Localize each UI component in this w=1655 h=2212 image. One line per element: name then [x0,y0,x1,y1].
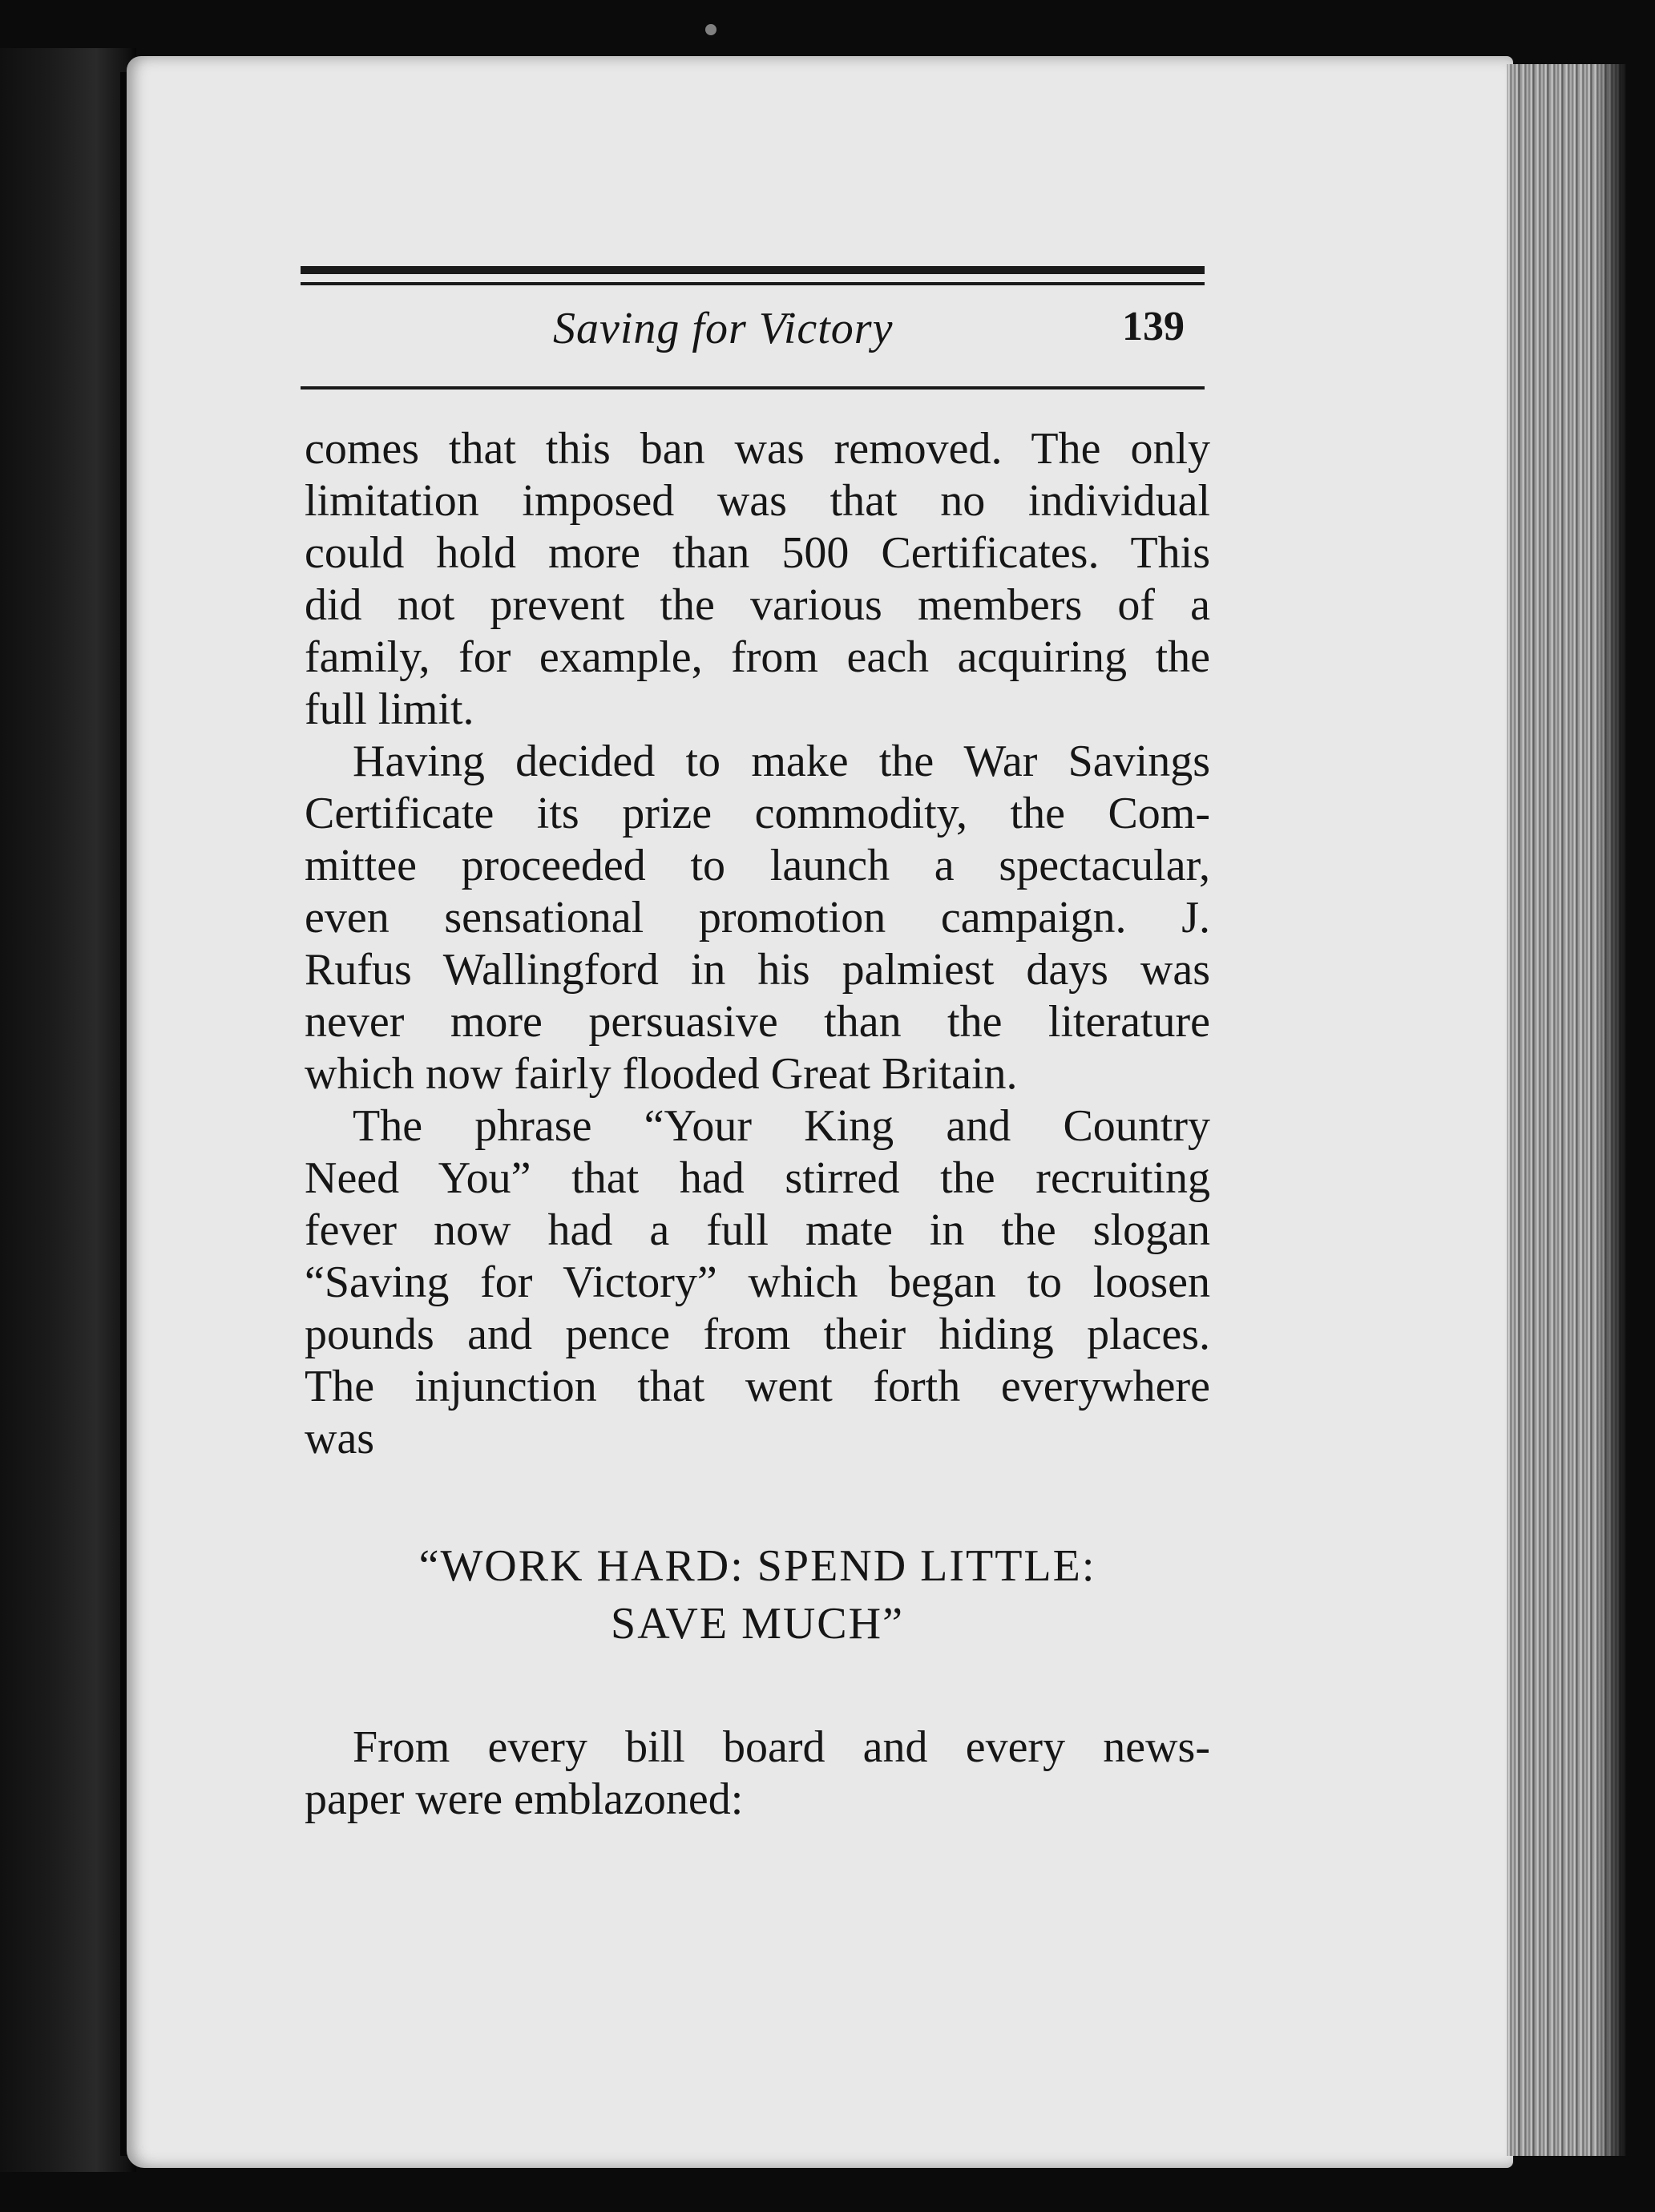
text-line: Having decided to make the War Savings [353,737,1210,786]
slogan-line: “WORK HARD: SPEND LITTLE: [418,1541,1096,1591]
text-line: fever now had a full mate in the slogan [305,1205,1210,1255]
text-line: comes that this ban was removed. The only [305,424,1210,474]
scan-speck [705,24,716,35]
header-rule-under [301,386,1205,390]
body-text [305,423,1210,1465]
text-line: From every bill board and every news- [353,1722,1210,1772]
text-line: which now fairly flooded Great Britain. [305,1049,1018,1099]
page-edges [1507,64,1627,2156]
text-line: paper were emblazoned: [305,1774,744,1824]
running-title: Saving for Victory [553,304,894,353]
text-line: limitation imposed was that no individual [305,476,1210,526]
page-number: 139 [1122,304,1185,349]
text-line: was [305,1414,375,1463]
text-line: Certificate its prize commodity, the Com- [305,789,1210,838]
text-line: could hold more than 500 Certificates. This [305,528,1210,578]
text-line: did not prevent the various members of a [305,580,1210,630]
text-line: Need You” that had stirred the recruiting [305,1153,1210,1203]
header-rule-thin [301,282,1205,285]
header-rule-thick [301,266,1205,274]
text-line: pounds and pence from their hiding places. [305,1310,1210,1359]
text-line: never more persuasive than the literature [305,997,1210,1047]
text-line: The phrase “Your King and Country [353,1101,1210,1151]
book-spine [0,48,136,2172]
slogan [305,1537,1210,1653]
text-line: family, for example, from each acquiring the [305,632,1210,682]
text-line: “Saving for Victory” which began to loosen [305,1257,1210,1307]
text-line: The injunction that went forth everywhere [305,1362,1210,1411]
text-line: even sensational promotion campaign. J. [305,893,1210,943]
closing-paragraph [305,1722,1210,1826]
slogan-line: SAVE MUCH” [611,1599,904,1649]
text-line: full limit. [305,684,474,734]
text-line: mittee proceeded to launch a spectacular, [305,841,1210,890]
text-line: Rufus Wallingford in his palmiest days was [305,945,1210,995]
